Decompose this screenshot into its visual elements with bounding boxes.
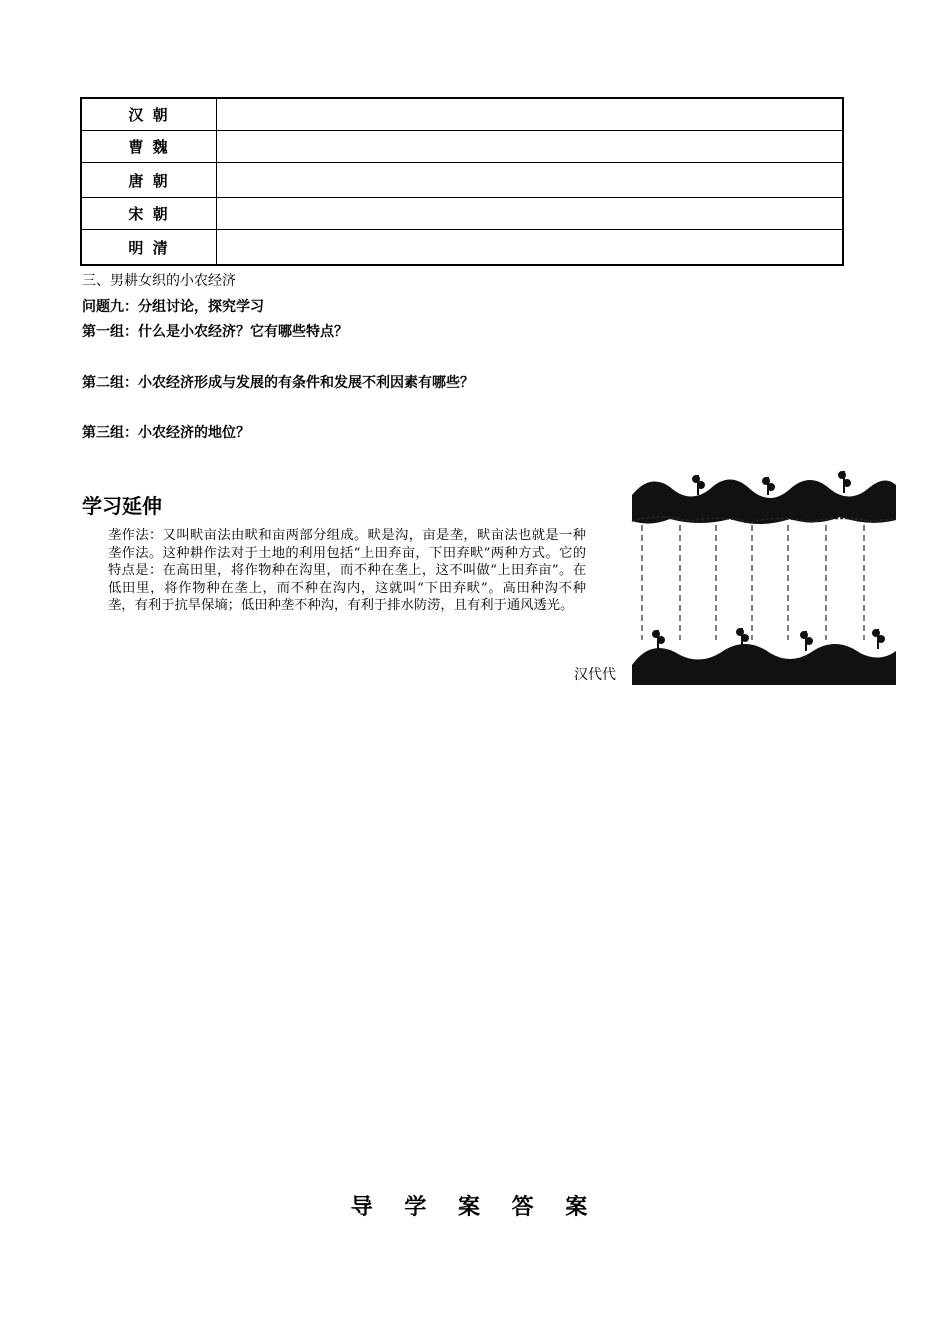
figure-caption: 汉代代 bbox=[574, 667, 616, 683]
dynasty-cell: 明 清 bbox=[81, 230, 217, 266]
answers-title: 导 学 案 答 案 bbox=[350, 1195, 600, 1220]
ridge-farming-drawing bbox=[630, 465, 898, 685]
dynasty-cell: 曹 魏 bbox=[81, 131, 217, 163]
table-row bbox=[81, 198, 843, 230]
dynasty-cell: 汉 朝 bbox=[81, 98, 217, 131]
group-two-question: 第二组：小农经济形成与发展的有条件和发展不利因素有哪些？ bbox=[82, 375, 474, 391]
section-heading: 三、男耕女织的小农经济 bbox=[82, 273, 236, 289]
answer-cell[interactable] bbox=[217, 98, 844, 131]
dynasty-cell: 宋 朝 bbox=[81, 198, 217, 230]
ridge-farming-illustration bbox=[630, 465, 898, 685]
question-nine: 问题九：分组讨论，探究学习 bbox=[82, 299, 264, 315]
answer-cell[interactable] bbox=[217, 230, 844, 266]
table-row bbox=[81, 98, 843, 131]
table-row bbox=[81, 131, 843, 163]
group-one-question: 第一组：什么是小农经济？它有哪些特点？ bbox=[82, 324, 348, 340]
group-three-question: 第三组：小农经济的地位？ bbox=[82, 425, 250, 441]
table-row bbox=[81, 163, 843, 198]
dynasty-table bbox=[80, 97, 844, 266]
extension-paragraph: 垄作法：又叫畎亩法由畎和亩两部分组成。畎是沟，亩是垄，畎亩法也就是一种垄作法。这种耕作法对于土地的利用包括“上田弃亩，下田弃畎”两种方式。它的特点是：在高田里，将作物种在沟里，而不种在垄上，这不叫做“上田弃亩”。在低田里，将作物种在垄上，而不种在沟内，这就叫“下田弃畎”。高田种沟不种垄，有利于抗旱保墒；低田种垄不种沟，有利于排水防涝，且有利于通风透光。 bbox=[108, 528, 586, 613]
extension-title: 学习延伸 bbox=[82, 494, 162, 518]
table-row bbox=[81, 230, 843, 266]
answer-cell[interactable] bbox=[217, 163, 844, 198]
dynasty-cell: 唐 朝 bbox=[81, 163, 217, 198]
answer-cell[interactable] bbox=[217, 198, 844, 230]
answer-cell[interactable] bbox=[217, 131, 844, 163]
